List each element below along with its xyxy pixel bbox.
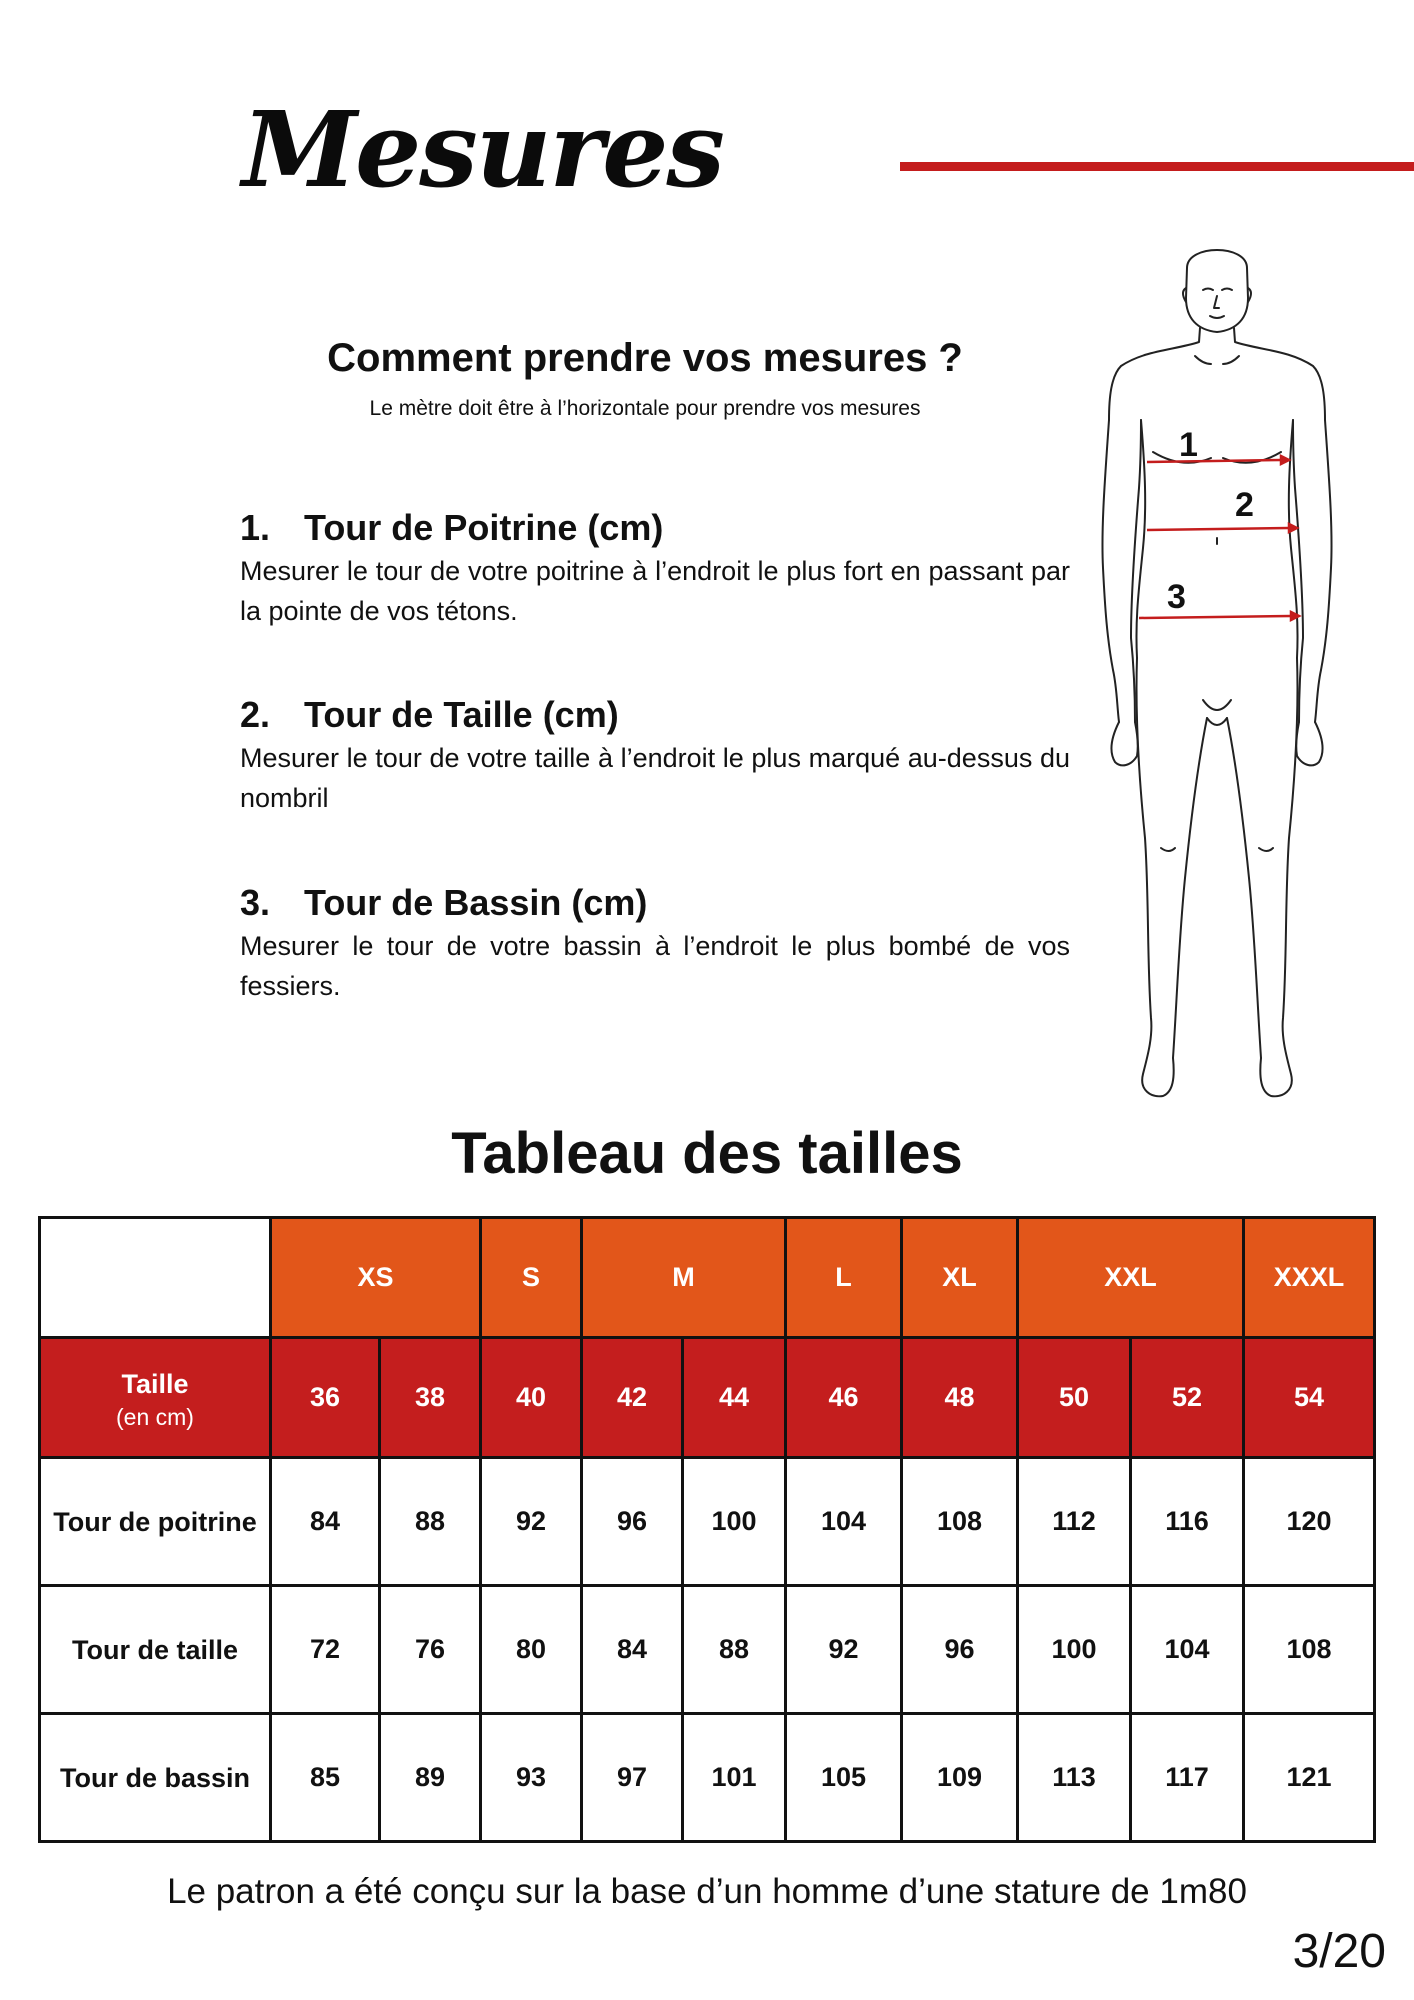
page-number: 3/20 xyxy=(1292,1925,1386,1978)
table-cell: 92 xyxy=(786,1586,902,1714)
table-row-chest xyxy=(40,1458,1375,1586)
table-cell: 88 xyxy=(683,1586,786,1714)
taille-cell: 48 xyxy=(902,1338,1018,1458)
table-cell: 89 xyxy=(380,1714,481,1842)
step-number: 3. xyxy=(240,882,271,923)
row-label: Tour de poitrine xyxy=(40,1458,271,1586)
step-waist xyxy=(240,692,1070,818)
table-cell: 117 xyxy=(1131,1714,1244,1842)
table-cell: 112 xyxy=(1018,1458,1131,1586)
table-cell: 96 xyxy=(902,1586,1018,1714)
step-number: 2. xyxy=(240,694,271,735)
step-heading xyxy=(240,880,1070,926)
step-description: Mesurer le tour de votre bassin à l’endroit le plus bombé de vos fessiers. xyxy=(240,931,1070,1001)
step-description: Mesurer le tour de votre taille à l’endroit le plus marqué au-dessus du nombril xyxy=(240,743,1070,813)
marker-2: 2 xyxy=(1235,486,1254,524)
size-table xyxy=(38,1216,1376,1843)
size-cell: XXL xyxy=(1018,1218,1244,1338)
taille-cell: 46 xyxy=(786,1338,902,1458)
table-cell: 96 xyxy=(582,1458,683,1586)
step-number: 1. xyxy=(240,507,271,548)
row-label: Tour de taille xyxy=(40,1586,271,1714)
taille-cell: 38 xyxy=(380,1338,481,1458)
table-cell: 93 xyxy=(481,1714,582,1842)
table-cell: 108 xyxy=(1244,1586,1375,1714)
marker-3: 3 xyxy=(1167,578,1186,616)
table-cell: 104 xyxy=(786,1458,902,1586)
table-cell: 84 xyxy=(582,1586,683,1714)
size-cell: L xyxy=(786,1218,902,1338)
table-cell: 108 xyxy=(902,1458,1018,1586)
step-heading xyxy=(240,692,1070,738)
marker-1: 1 xyxy=(1179,426,1198,464)
table-cell: 116 xyxy=(1131,1458,1244,1586)
table-cell: 72 xyxy=(271,1586,380,1714)
taille-cell: 40 xyxy=(481,1338,582,1458)
table-cell: 104 xyxy=(1131,1586,1244,1714)
body-outline-icon xyxy=(1095,238,1340,1108)
table-cell: 80 xyxy=(481,1586,582,1714)
size-cell: XXXL xyxy=(1244,1218,1375,1338)
size-cell: XS xyxy=(271,1218,481,1338)
step-hips xyxy=(240,880,1070,1006)
table-row-waist xyxy=(40,1586,1375,1714)
step-title: Tour de Taille (cm) xyxy=(304,694,619,735)
page-title: Mesures xyxy=(242,88,723,211)
step-title: Tour de Poitrine (cm) xyxy=(304,507,664,548)
taille-cell: 54 xyxy=(1244,1338,1375,1458)
table-cell: 113 xyxy=(1018,1714,1131,1842)
table-title: Tableau des tailles xyxy=(451,1121,963,1186)
title-rule xyxy=(900,162,1414,171)
size-cell: M xyxy=(582,1218,786,1338)
guide-subtitle: Le mètre doit être à l’horizontale pour prendre vos mesures xyxy=(369,397,921,420)
taille-row xyxy=(40,1338,1375,1458)
taille-cell: 52 xyxy=(1131,1338,1244,1458)
taille-cell: 50 xyxy=(1018,1338,1131,1458)
empty-corner-cell xyxy=(40,1218,271,1338)
table-cell: 120 xyxy=(1244,1458,1375,1586)
table-cell: 76 xyxy=(380,1586,481,1714)
step-chest xyxy=(240,505,1070,631)
table-cell: 92 xyxy=(481,1458,582,1586)
taille-cell: 44 xyxy=(683,1338,786,1458)
table-cell: 105 xyxy=(786,1714,902,1842)
table-cell: 85 xyxy=(271,1714,380,1842)
table-cell: 97 xyxy=(582,1714,683,1842)
row-label: Tour de bassin xyxy=(40,1714,271,1842)
footer-note: Le patron a été conçu sur la base d’un homme d’une stature de 1m80 xyxy=(167,1872,1247,1911)
taille-cell: 36 xyxy=(271,1338,380,1458)
size-cell: S xyxy=(481,1218,582,1338)
table-cell: 109 xyxy=(902,1714,1018,1842)
table-cell: 100 xyxy=(683,1458,786,1586)
taille-unit: (en cm) xyxy=(116,1403,194,1430)
taille-label: Taille xyxy=(121,1368,189,1399)
size-cell: XL xyxy=(902,1218,1018,1338)
step-heading xyxy=(240,505,1070,551)
table-row-hips xyxy=(40,1714,1375,1842)
taille-cell: 42 xyxy=(582,1338,683,1458)
step-description: Mesurer le tour de votre poitrine à l’endroit le plus fort en passant par la pointe de vos tétons. xyxy=(240,556,1070,626)
table-cell: 100 xyxy=(1018,1586,1131,1714)
table-cell: 88 xyxy=(380,1458,481,1586)
table-cell: 84 xyxy=(271,1458,380,1586)
table-cell: 121 xyxy=(1244,1714,1375,1842)
step-title: Tour de Bassin (cm) xyxy=(304,882,648,923)
size-header-row xyxy=(40,1218,1375,1338)
taille-label-cell xyxy=(40,1338,271,1458)
table-cell: 101 xyxy=(683,1714,786,1842)
guide-title: Comment prendre vos mesures ? xyxy=(327,336,963,380)
